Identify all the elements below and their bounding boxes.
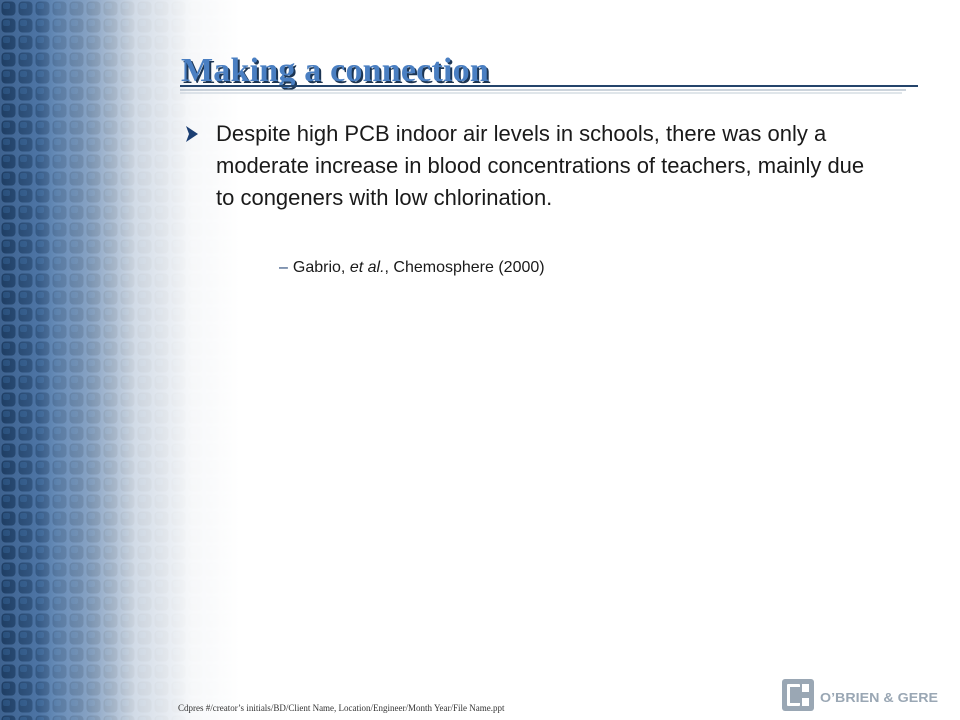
main-bullet [186,118,876,214]
title-underline-rule [180,84,918,94]
citation-sub-bullet [279,258,545,278]
obrien-gere-logo [782,675,942,715]
ob-g-logo-icon [782,679,814,711]
bullet-text: Despite high PCB indoor air levels in schools, there was only a moderate increase in blood concentrations of teachers, mainly due to congeners with low chlorination. [216,121,865,210]
dash-bullet: – [279,259,288,276]
citation-etal: et al. [349,259,385,276]
arrow-bullet-icon [186,126,198,142]
footer-file-path: Cdpres #/creator’s initials/BD/Client Name, Location/Engineer/Month Year/File Name.ppt [178,703,505,713]
citation-author: Gabrio, [292,259,350,276]
slide-title: Making a connection [181,52,489,89]
citation-source: , Chemosphere (2000) [384,259,545,276]
logo-wordmark: O’BRIEN & GERE [820,690,939,705]
